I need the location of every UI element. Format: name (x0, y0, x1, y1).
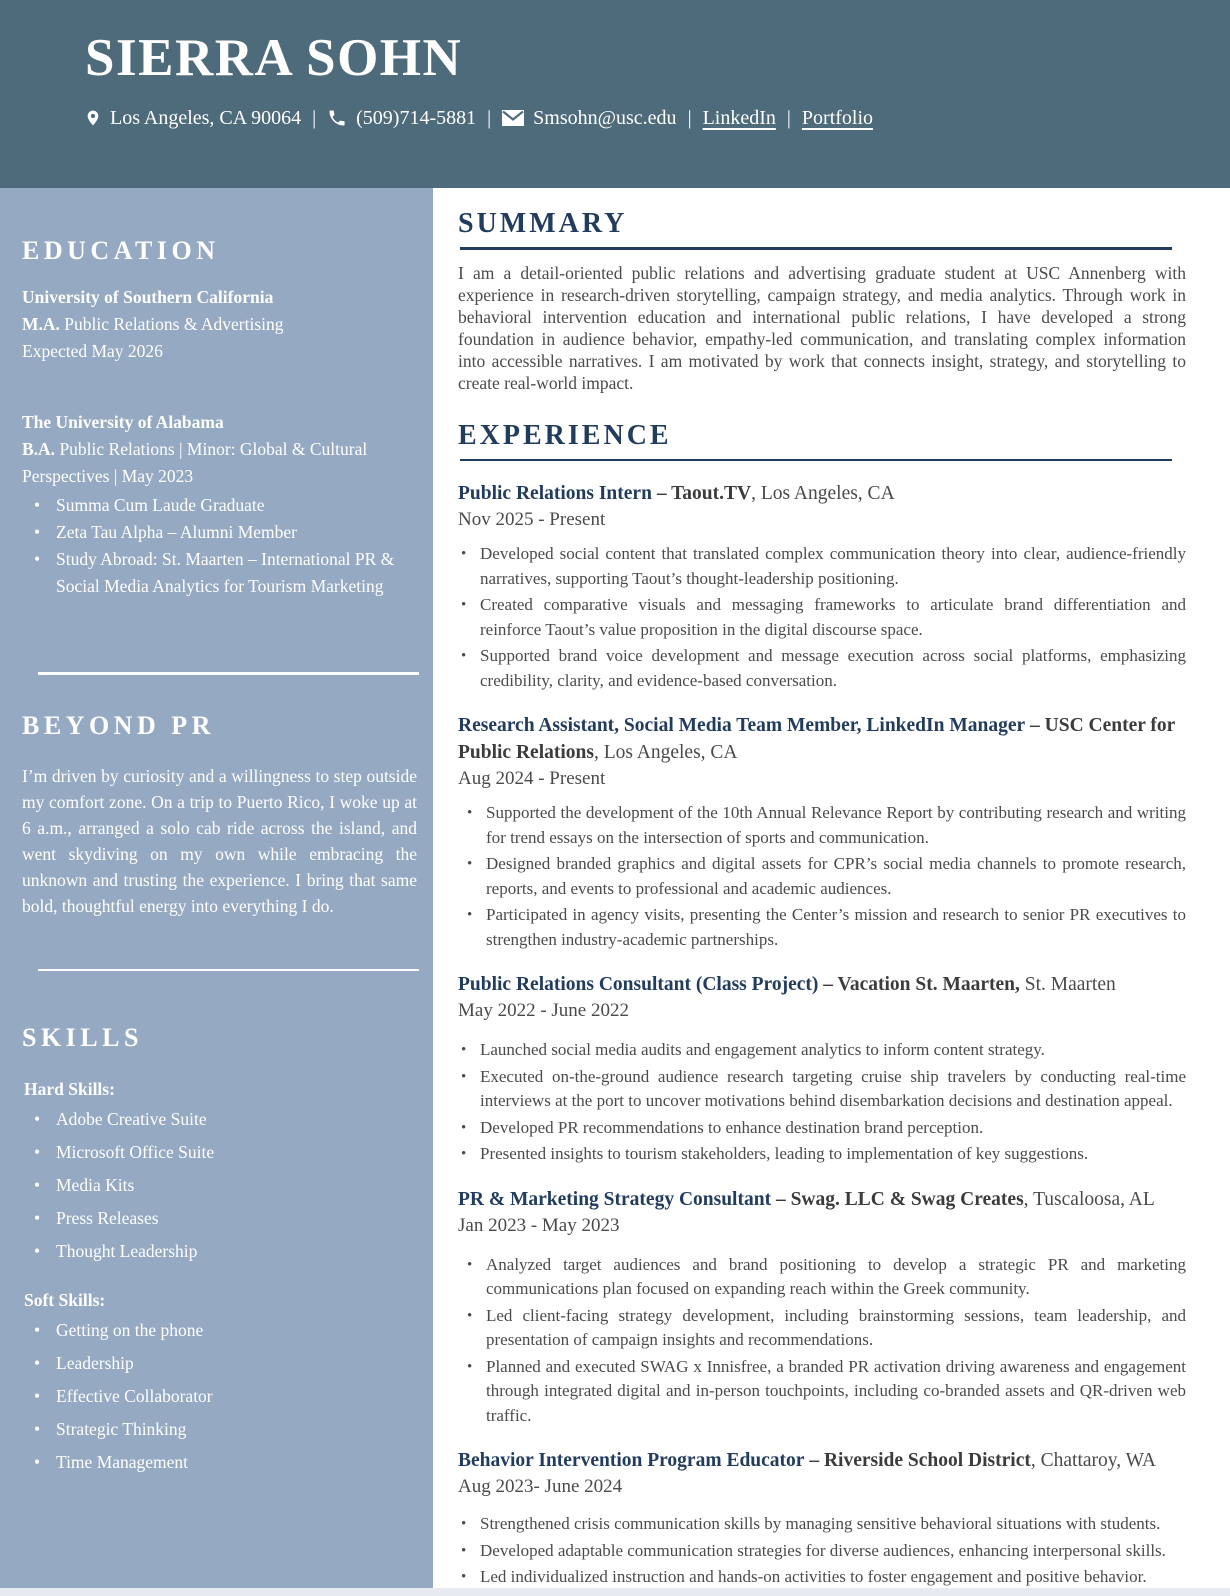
list-item: • Developed PR recommendations to enhance destination brand perception. (458, 1116, 1186, 1141)
education-honors-list (22, 492, 419, 600)
contact-email: Smsohn@usc.edu (533, 106, 677, 129)
experience-section-title: EXPERIENCE (458, 419, 672, 451)
list-item: • Press Releases (22, 1205, 419, 1231)
job-bullet-list (458, 1512, 1186, 1590)
job-title: Public Relations Consultant (Class Project) – Vacation St. Maarten, St. Maarten (458, 974, 1116, 996)
summary-section-title: SUMMARY (458, 208, 628, 239)
job-bullet-list (458, 1253, 1186, 1429)
list-item: • Participated in agency visits, presenting the Center’s mission and research to senior PR executives to strengthen industry-academic partnerships. (458, 903, 1186, 952)
location-pin-icon (85, 107, 101, 129)
beyond-pr-section-title: BEYOND PR (22, 710, 215, 740)
job-entry-swag (458, 1186, 1186, 1429)
contact-phone: (509)714-5881 (356, 106, 477, 129)
job-dates: Jan 2023 - May 2023 (458, 1214, 620, 1236)
job-bullet-list (458, 801, 1186, 952)
list-item: • Developed adaptable communication strategies for diverse audiences, enhancing interpersonal skills. (458, 1539, 1186, 1564)
job-title: Research Assistant, Social Media Team Member, LinkedIn Manager – USC Center for Public Relations, Los Angeles, CA (458, 715, 1175, 764)
list-item: • Developed social content that translated complex communication theory into clear, audience-friendly narratives, supporting Taout’s thought-leadership positioning. (458, 542, 1186, 591)
list-item: • Microsoft Office Suite (22, 1139, 419, 1165)
list-item: • Thought Leadership (22, 1238, 419, 1264)
list-item: • Presented insights to tourism stakeholders, leading to implementation of key suggestions. (458, 1142, 1186, 1167)
list-item: • Time Management (22, 1449, 419, 1475)
skills-section-title: SKILLS (22, 1023, 143, 1052)
job-title: Behavior Intervention Program Educator – Riverside School District, Chattaroy, WA (458, 1450, 1156, 1472)
job-bullet-list (458, 542, 1186, 693)
list-item: • Getting on the phone (22, 1317, 419, 1343)
list-item: • Strengthened crisis communication skills by managing sensitive behavioral situations with students. (458, 1512, 1186, 1537)
section-divider (460, 459, 1172, 462)
email-icon (502, 110, 524, 126)
job-dates: May 2022 - June 2022 (458, 1000, 629, 1022)
beyond-pr-text: I’m driven by curiosity and a willingness to step outside my comfort zone. On a trip to Puerto Rico, I woke up at 6 a.m., arranged a solo cab ride across the island, and went skydiving on my own while embracing the unknown and trusting the experience. I bring that same bold, thoughtful energy into everything I do. (22, 765, 417, 916)
list-item: • Planned and executed SWAG x Innisfree, a branded PR activation driving awareness and engagement through integrated digital and in-person touchpoints, including co-branded assets and QR-driven web traffic. (458, 1355, 1186, 1429)
job-dates: Nov 2025 - Present (458, 509, 606, 531)
graduation-date: Expected May 2026 (22, 341, 163, 361)
list-item: • Strategic Thinking (22, 1416, 419, 1442)
list-item: • Effective Collaborator (22, 1383, 419, 1409)
content-columns (0, 188, 1230, 1588)
contact-location: Los Angeles, CA 90064 (110, 106, 302, 129)
job-title: Public Relations Intern – Taout.TV, Los Angeles, CA (458, 483, 895, 505)
contact-separator: | (312, 106, 317, 129)
section-divider (460, 247, 1172, 250)
list-item: • Led individualized instruction and hands-on activities to foster engagement and positive behavior. (458, 1565, 1186, 1590)
list-item: • Executed on-the-ground audience research targeting cruise ship travelers by conducting real-time interviews at the port to uncover motivations behind disembarkation decisions and destination appeal. (458, 1065, 1186, 1114)
soft-skills-list (22, 1317, 419, 1475)
contact-separator: | (786, 106, 791, 129)
phone-icon (327, 108, 347, 128)
degree-line: M.A. Public Relations & Advertising (22, 314, 284, 334)
hard-skills-label: Hard Skills: (24, 1079, 115, 1099)
list-item: • Summa Cum Laude Graduate (22, 492, 419, 519)
contact-row (85, 107, 1230, 130)
sidebar (0, 188, 433, 1588)
degree-line: B.A. Public Relations | Minor: Global & Cultural Perspectives | May 2023 (22, 439, 368, 486)
school-name: The University of Alabama (22, 412, 224, 432)
job-dates: Aug 2023- June 2024 (458, 1476, 623, 1498)
main-column (433, 188, 1230, 1588)
list-item: • Leadership (22, 1350, 419, 1376)
list-item: • Zeta Tau Alpha – Alumni Member (22, 519, 419, 546)
list-item: • Adobe Creative Suite (22, 1106, 419, 1132)
list-item: • Study Abroad: St. Maarten – International PR & Social Media Analytics for Tourism Marketing (22, 546, 419, 600)
job-bullet-list (458, 1038, 1186, 1167)
list-item: • Designed branded graphics and digital assets for CPR’s social media channels to promote research, reports, and events to professional and academic audiences. (458, 852, 1186, 901)
list-item: • Supported the development of the 10th Annual Relevance Report by contributing research and writing for trend essays on the intersection of sports and communication. (458, 801, 1186, 850)
job-entry-taout (458, 480, 1186, 693)
job-dates: Aug 2024 - Present (458, 768, 606, 790)
portfolio-link[interactable]: Portfolio (801, 106, 874, 129)
sidebar-divider (38, 969, 419, 972)
list-item: • Led client-facing strategy development, including brainstorming sessions, team leadership, and presentation of campaign insights and recommendations. (458, 1304, 1186, 1353)
job-title: PR & Marketing Strategy Consultant – Swag. LLC & Swag Creates, Tuscaloosa, AL (458, 1188, 1155, 1210)
list-item: • Supported brand voice development and message execution across social platforms, emphasizing credibility, clarity, and evidence-based conversation. (458, 644, 1186, 693)
linkedin-link[interactable]: LinkedIn (702, 106, 776, 129)
list-item: • Created comparative visuals and messaging frameworks to articulate brand differentiation and reinforce Taout’s value proposition in the digital discourse space. (458, 593, 1186, 642)
list-item: • Launched social media audits and engagement analytics to inform content strategy. (458, 1038, 1186, 1063)
contact-separator: | (687, 106, 692, 129)
education-section-title: EDUCATION (22, 236, 220, 265)
hard-skills-list (22, 1106, 419, 1264)
header (0, 0, 1230, 188)
education-entry-usc (22, 284, 419, 365)
education-entry-alabama (22, 409, 419, 600)
soft-skills-label: Soft Skills: (24, 1290, 106, 1310)
summary-section (458, 208, 1186, 394)
job-entry-riverside (458, 1447, 1186, 1590)
job-entry-usc-cpr (458, 712, 1186, 952)
sidebar-divider (38, 672, 419, 675)
school-name: University of Southern California (22, 287, 274, 307)
experience-section (458, 420, 1186, 1590)
page-title: SIERRA SOHN (85, 29, 463, 87)
job-entry-vacation-st-maarten (458, 971, 1186, 1167)
list-item: • Media Kits (22, 1172, 419, 1198)
contact-separator: | (487, 106, 492, 129)
list-item: • Analyzed target audiences and brand positioning to develop a strategic PR and marketing communications plan focused on expanding reach within the Greek community. (458, 1253, 1186, 1302)
summary-text: I am a detail-oriented public relations and advertising graduate student at USC Annenberg with experience in research-driven storytelling, campaign strategy, and media analytics. Through work in behavioral intervention education and international public relations, I have developed a strong foundation in audience behavior, empathy-led communication, and translating complex information into accessible narratives. I am motivated by work that connects insight, strategy, and storytelling to create real-world impact. (458, 262, 1186, 393)
